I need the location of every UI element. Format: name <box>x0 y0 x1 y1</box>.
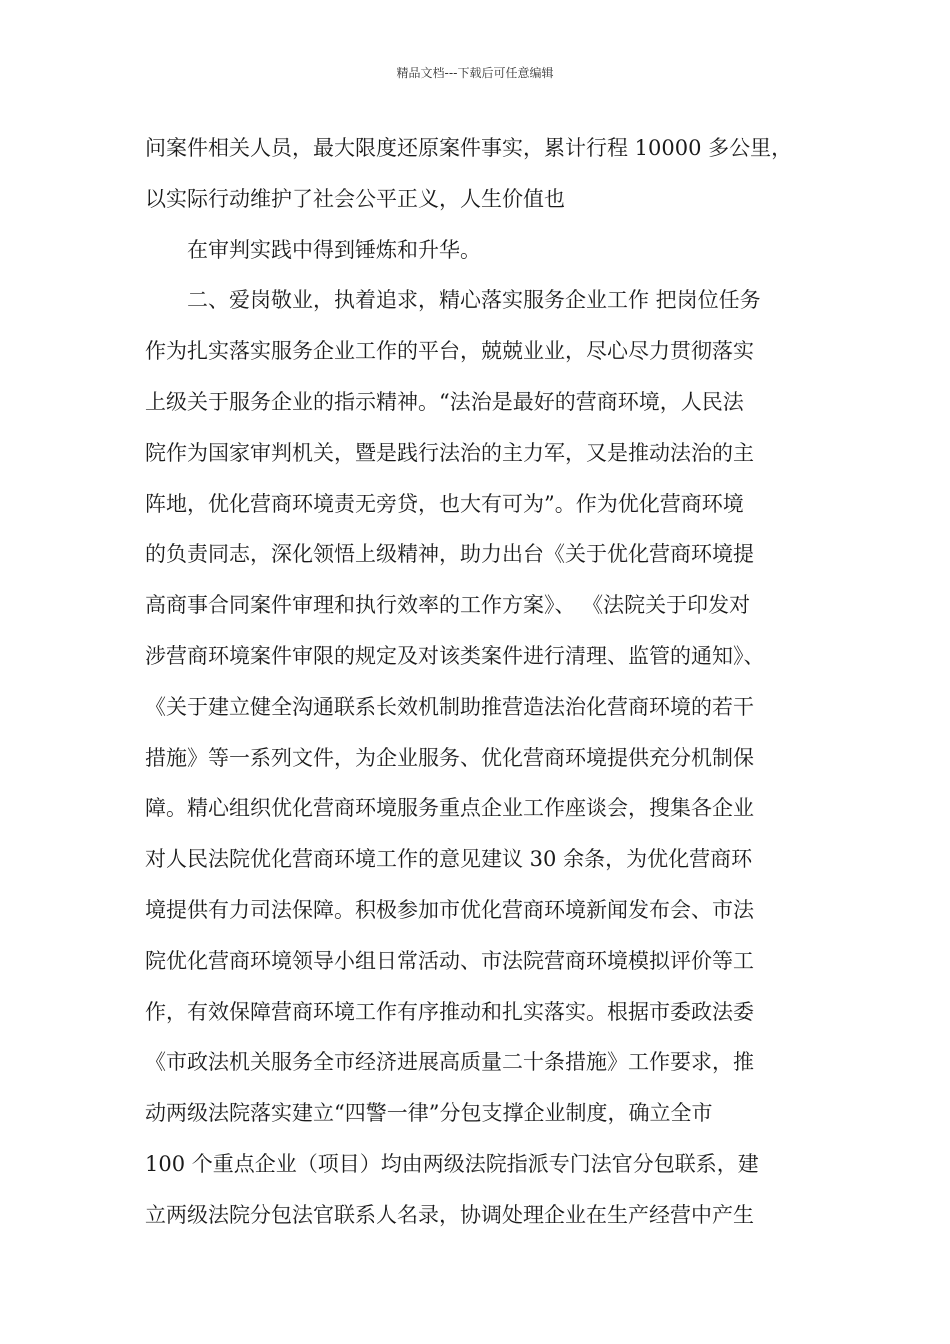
text-line: 立两级法院分包法官联系人名录，协调处理企业在生产经营中产生 <box>145 1202 754 1227</box>
text-line: 院作为国家审判机关，暨是践行法治的主力军，又是推动法治的主 <box>145 440 754 465</box>
text-line: 问案件相关人员，最大限度还原案件事实，累计行程 10000 多公里， <box>145 136 793 160</box>
document-body <box>145 131 813 1249</box>
text-line: 《市政法机关服务全市经济进展高质量二十条措施》工作要求，推 <box>145 1050 754 1075</box>
text-line: 《关于建立健全沟通联系长效机制助推营造法治化营商环境的若干 <box>145 694 754 719</box>
text-line: 上级关于服务企业的指示精神。“法治是最好的营商环境，人民法 <box>145 389 744 414</box>
text-line: 二、爱岗敬业，执着追求，精心落实服务企业工作 把岗位任务 <box>187 288 761 313</box>
text-line: 作，有效保障营商环境工作有序推动和扎实落实。根据市委政法委 <box>145 999 754 1024</box>
text-line: 院优化营商环境领导小组日常活动、市法院营商环境模拟评价等工 <box>145 948 754 973</box>
text-line: 境提供有力司法保障。积极参加市优化营商环境新闻发布会、市法 <box>145 897 754 922</box>
text-line: 作为扎实落实服务企业工作的平台，兢兢业业，尽心尽力贯彻落实 <box>145 339 754 364</box>
text-line: 涉营商环境案件审限的规定及对该类案件进行清理、监管的通知》、 <box>145 643 765 668</box>
text-line: 障。精心组织优化营商环境服务重点企业工作座谈会，搜集各企业 <box>145 796 754 821</box>
text-line: 100 个重点企业（项目）均由两级法院指派专门法官分包联系，建 <box>145 1151 759 1176</box>
text-line: 在审判实践中得到锤炼和升华。 <box>187 237 481 262</box>
text-line: 对人民法院优化营商环境工作的意见建议 30 余条，为优化营商环 <box>145 847 753 872</box>
text-line: 高商事合同案件审理和执行效率的工作方案》、 《法院关于印发对 <box>145 593 751 618</box>
text-line: 动两级法院落实建立“四警一律”分包支撑企业制度，确立全市 <box>145 1101 713 1126</box>
text-line: 的负责同志，深化领悟上级精神，助力出台《关于优化营商环境提 <box>145 542 754 567</box>
page-header: 精品文档---下载后可任意编辑 <box>396 66 554 80</box>
text-line: 阵地，优化营商环境责无旁贷，也大有可为”。作为优化营商环境 <box>145 491 744 516</box>
text-line: 措施》等一系列文件，为企业服务、优化营商环境提供充分机制保 <box>145 745 754 770</box>
text-line: 以实际行动维护了社会公平正义，人生价值也 <box>145 186 565 211</box>
